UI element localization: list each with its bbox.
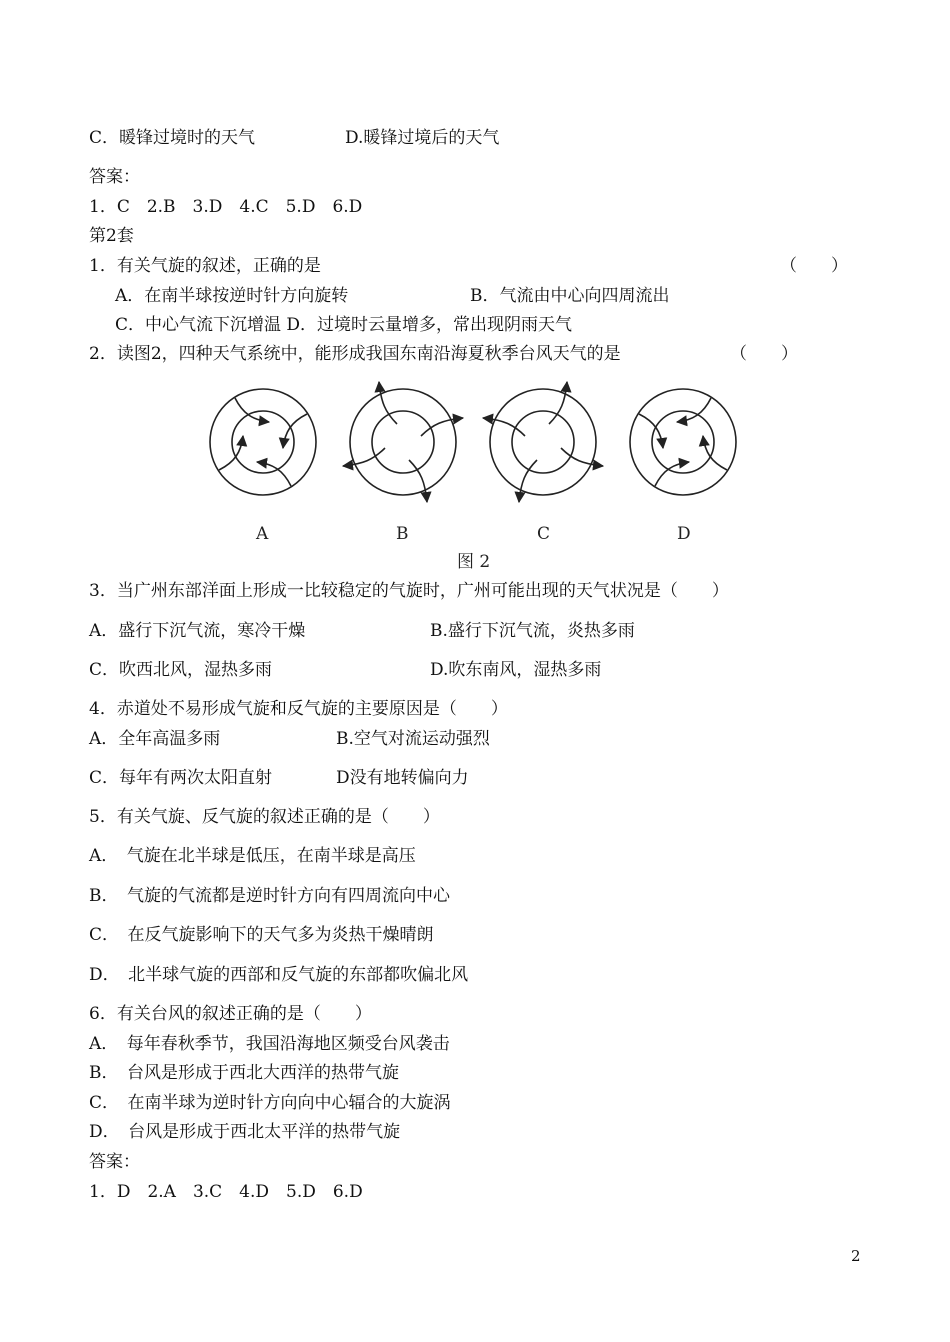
q3-stem: 3．当广州东部洋面上形成一比较稳定的气旋时，广州可能出现的天气状况是（ ） <box>89 581 729 601</box>
figure-label-a: A <box>256 524 269 544</box>
q3-option-d: D.吹东南风，湿热多雨 <box>430 660 602 680</box>
q1-option-cd: C．中心气流下沉增温 D．过境时云量增多，常出现阴雨天气 <box>115 315 573 335</box>
q6-stem: 6．有关台风的叙述正确的是（ ） <box>89 1004 372 1024</box>
q6-option-d: D． 台风是形成于西北太平洋的热带气旋 <box>89 1122 401 1142</box>
q5-option-a: A． 气旋在北半球是低压，在南半球是高压 <box>89 846 416 866</box>
system-a-diagram <box>210 389 316 495</box>
option-d-after-warm-front: D.暖锋过境后的天气 <box>345 128 500 148</box>
q1-paren: （ ） <box>780 256 848 276</box>
figure-label-d: D <box>677 524 691 544</box>
answer-label-1: 答案： <box>89 167 140 187</box>
figure-label-c: C <box>537 524 551 544</box>
answer-label-2: 答案： <box>89 1152 140 1172</box>
q6-option-c: C． 在南半球为逆时针方向向中心辐合的大旋涡 <box>89 1093 451 1113</box>
q4-stem: 4．赤道处不易形成气旋和反气旋的主要原因是（ ） <box>89 699 508 719</box>
q4-option-d: D没有地转偏向力 <box>336 768 469 788</box>
q5-option-c: C． 在反气旋影响下的天气多为炎热干燥晴朗 <box>89 925 434 945</box>
q5-option-b: B． 气旋的气流都是逆时针方向有四周流向中心 <box>89 886 450 906</box>
q2-paren: （ ） <box>730 344 798 364</box>
figure-caption: 图 2 <box>457 552 491 572</box>
q6-option-a: A． 每年春秋季节，我国沿海地区频受台风袭击 <box>89 1034 450 1054</box>
q4-option-a: A．全年高温多雨 <box>89 729 221 749</box>
q4-option-c: C．每年有两次太阳直射 <box>89 768 273 788</box>
system-b-diagram <box>343 382 463 502</box>
q1-stem: 1．有关气旋的叙述，正确的是 <box>89 256 321 276</box>
answer-key-1: 1．C 2.B 3.D 4.C 5.D 6.D <box>89 197 363 217</box>
system-c-diagram <box>483 382 603 502</box>
figure-2-weather-systems <box>200 364 760 574</box>
figure-label-b: B <box>396 524 409 544</box>
answer-key-2: 1．D 2.A 3.C 4.D 5.D 6.D <box>89 1182 363 1202</box>
q3-option-c: C．吹西北风，湿热多雨 <box>89 660 273 680</box>
q1-option-b: B．气流由中心向四周流出 <box>470 286 670 306</box>
option-c-warm-front-passing: C．暖锋过境时的天气 <box>89 128 256 148</box>
set-title: 第2套 <box>89 226 134 246</box>
q5-option-d: D． 北半球气旋的西部和反气旋的东部都吹偏北风 <box>89 965 469 985</box>
q2-stem: 2．读图2，四种天气系统中，能形成我国东南沿海夏秋季台风天气的是 <box>89 344 621 364</box>
q6-option-b: B． 台风是形成于西北大西洋的热带气旋 <box>89 1063 399 1083</box>
q5-stem: 5．有关气旋、反气旋的叙述正确的是（ ） <box>89 807 440 827</box>
q1-option-a: A．在南半球按逆时针方向旋转 <box>115 286 349 306</box>
system-d-diagram <box>630 389 736 495</box>
q3-option-b: B.盛行下沉气流，炎热多雨 <box>430 621 635 641</box>
q4-option-b: B.空气对流运动强烈 <box>336 729 490 749</box>
q3-option-a: A．盛行下沉气流，寒冷干燥 <box>89 621 306 641</box>
page-number: 2 <box>851 1247 861 1265</box>
